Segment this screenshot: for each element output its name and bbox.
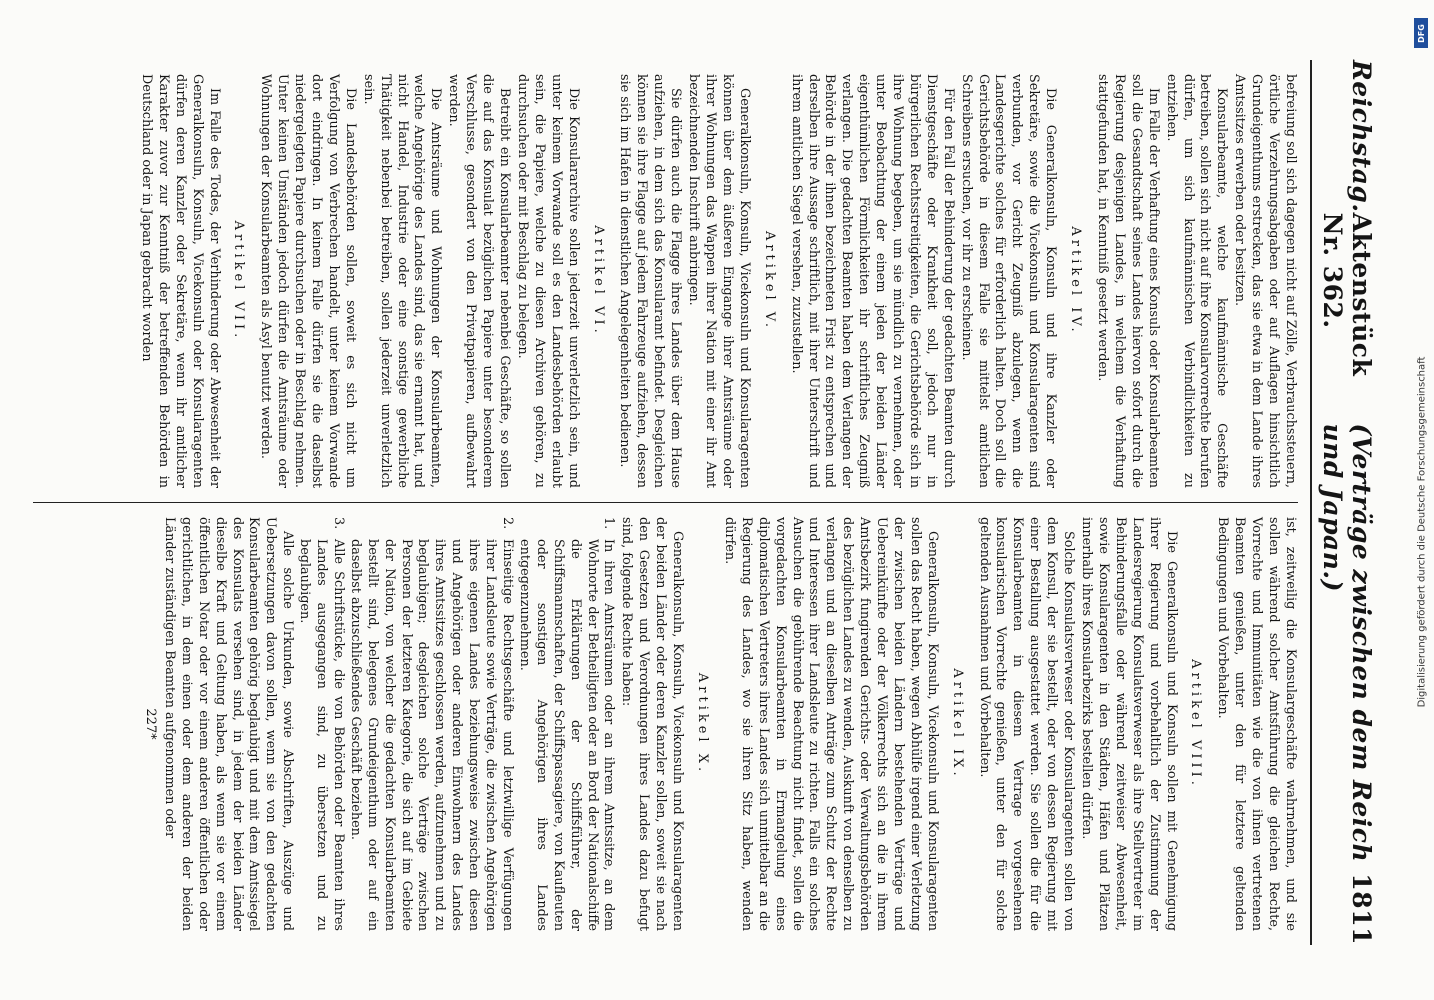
paragraph: Konsularbeamte, welche kaufmännische Geschäfte betreiben, sollen sich nicht auf ihre Konsularvorrechte berufen dürfen, um sich kaufmännischen Verbindlichkeiten zu entziehen. — [1163, 74, 1230, 488]
paragraph: Generalkonsuln, Konsuln, Vicekonsuln und Konsularagenten können über dem äußeren Eingange ihrer Amtsräume oder ihrer Wohnungen das Wappen ihrer Nation mit einer ihr Amt bezeichnenden Inschrift anbringen. — [686, 74, 752, 488]
paragraph: Betreibt ein Konsularbeamter nebenbei Geschäfte, so sollen die auf das Konsulat bezüglichen Papiere unter besonderem Verschlusse, gesondert von den Privatpapieren, aufbewahrt werden. — [446, 74, 513, 488]
paragraph: Für den Fall der Behinderung der gedachten Beamten durch Dienstgeschäfte oder Krankheit soll, jedoch nur in bürgerlichen Rechtsstreitigkeiten, die Gerichtsbehörde sich in ihre Wohnung begeben, um sie mündlich zu vernehmen, oder unter Beobachtung der einem jeden der beiden Länder eigenthümlichen Förmlichkeiten ihr schriftliches Zeugniß verlangen. Die gedachten Beamten haben dem Verlangen der Behörde in der ihnen bezeichneten Frist zu entsprechen und derselben ihre Aussage schriftlich, mit ihrer Unterschrift und ihrem amtlichen Siegel versehen, zuzustellen. — [788, 74, 956, 488]
list-item-text: Alle Schriftstücke, die von Behörden oder Beamten ihres Landes ausgegangen sind, zu übersetzen und zu beglaubigen. — [297, 539, 346, 931]
digitization-note — [1414, 12, 1430, 988]
paragraph: Generalkonsuln, Konsuln, Vicekonsuln und Konsularagenten der beiden Länder oder deren Kanzler sollen, soweit sie nach den Gesetzen und Verordnungen ihres Landes dazu befugt sind, folgende Rechte haben: — [619, 517, 686, 931]
list-item-text: In ihren Amtsräumen oder an ihrem Amtssitze, an dem Wohnorte der Betheiligten oder an Bord der Nationalschiffe die Erklärungen der Schiffsführer, der Schiffsmannschaften, der Schiffspassagiere, von Kaufleuten oder sonstigen Angehörigen ihres Landes entgegenzunehmen. — [516, 539, 617, 931]
header-title: (Verträge zwischen dem Reich und Japan.) — [1318, 423, 1376, 863]
article-heading: Artikel V. — [761, 230, 777, 332]
paragraph: Sie dürfen auch die Flagge ihres Landes über dem Hause aufziehen, in dem sich das Konsularamt befindet. Desgleichen können sie ihre Flagge auf jedem Fahrzeuge aufziehen, dessen sie sich im Hafen in dienstlichen Angelegenheiten bedienen. — [617, 74, 684, 488]
page-header — [1310, 60, 1376, 945]
paragraph: Die Landesbehörden sollen, soweit es sich nicht um Verfolgung von Verbrechen handelt, unter keinem Vorwande dort eindringen. In keinem Falle dürfen sie die daselbst niedergelegten Papiere durchsuchen oder in Beschlag nehmen. Unter keinen Umständen jedoch dürfen die Amtsräume oder Wohnungen der Konsularbeamten als Asyl benutzt werden. — [258, 74, 358, 488]
list-item-text: Einseitige Rechtsgeschäfte und letztwillige Verfügungen ihrer Landsleute sowie Verträge, die zwischen Angehörigen ihres eigenen Landes beziehungsweise zwischen diesen und Angehörigen oder anderen Einwohnern des Landes ihres Amtssitzes geschlossen werden, aufzunehmen und zu beglaubigen; desgleichen solche Verträge zwischen Personen der letzteren Kategorie, die sich auf im Gebiete der Nation, von welcher die gedachten Konsularbeamten bestellt sind, belegenes Grundeigenthum oder auf ein daselbst abzuschließendes Geschäft beziehen. — [347, 539, 516, 931]
paragraph: Solche Konsulatsverweser oder Konsularagenten sollen von dem Konsul, der sie bestellt, oder von dessen Regierung mit einer Bestallung ausgestattet werden. Sie sollen die für die Konsularbeamten in diesem Vertrage vorgesehenen konsularischen Vorrechte genießen, unter den für solche geltenden Ausnahmen und Vorbehalten. — [976, 517, 1077, 931]
paragraph: Die Generalkonsuln und Konsuln sollen mit Genehmigung ihrer Regierung und vorbehaltlich der Zustimmung der Landesregierung Konsulatsverweser als ihre Stellvertreter im Behinderungsfalle oder während zeitweiser Abwesenheit, sowie Konsularagenten in den Städten, Häfen und Plätzen innerhalb ihres Konsularbezirks bestellen dürfen. — [1079, 517, 1179, 931]
paragraph: Die Konsulararchive sollen jederzeit unverletzlich sein, und unter keinem Vorwande soll es den Landesbehörden erlaubt sein, die Papiere, welche zu diesen Archiven gehören, zu durchsuchen oder mit Beschlag zu belegen. — [514, 74, 581, 488]
list-item-number: 2. — [500, 517, 516, 530]
right-column — [33, 502, 1298, 945]
paragraph: befreiung soll sich dagegen nicht auf Zölle, Verbrauchssteuern, örtliche Verzehrungsabgaben oder auf Auflagen hinsichtlich Grundeigenthums erstrecken, das sie etwa in dem Lande ihres Amtssitzes erwerben oder besitzen. — [1232, 74, 1298, 488]
paragraph: Generalkonsuln, Konsuln, Vicekonsuln und Konsularagenten sollen das Recht haben, wegen Abhülfe irgend einer Verletzung der zwischen beiden Ländern bestehenden Verträge und Uebereinkünfte oder der Völkerrechts sich an die in ihrem Amtsbezirk fungirenden Gerichts- oder Verwaltungsbehörden des bezüglichen Landes zu wenden, Auskunft von denselben zu verlangen und an dieselben Anträge zum Schutz der Rechte und Interessen ihrer Landsleute zu richten. Falls ein solches Ansuchen die gebührende Beachtung nicht findet, sollen die vorgedachten Konsularbeamten in Ermangelung eines diplomatischen Vertreters ihres Landes sich unmittelbar an die Regierung des Landes, wo sie ihren Sitz haben, wenden dürfen. — [721, 517, 940, 931]
list-item — [515, 517, 616, 931]
article-heading: Artikel IX. — [949, 668, 965, 780]
signature-mark: 227* — [143, 708, 158, 740]
paragraph: Im Falle des Todes, der Verhinderung oder Abwesenheit der Generalkonsuln, Konsuln, Vicekonsuln oder Konsularagenten dürfen deren Kanzler oder Sekretäre, wenn ihr amtlicher Karakter zuvor zur Kenntniß der betreffenden Behörden in Deutschland oder in Japan gebracht worden — [138, 74, 222, 488]
dfg-logo-text: DFG — [1416, 23, 1426, 43]
header-document-number: Aktenstück Nr. 362. — [1318, 212, 1376, 377]
digitization-credit: Digitalisierung gefördert durch die Deutsche Forschungsgemeinschaft — [1416, 356, 1428, 708]
page-number: 1811 — [1347, 873, 1376, 945]
dfg-logo — [1414, 18, 1428, 48]
text-columns — [33, 60, 1298, 945]
paragraph: Die Generalkonsuln, Konsuln und ihre Kanzler oder Sekretäre, sowie die Vicekonsuln und Konsularagenten sind verbunden, vor Gericht Zeugniß abzulegen, wenn die Landesgerichte solches für erforderlich halten. Doch soll die Gerichtsbehörde in diesem Falle sie mittelst amtlichen Schreibens ersuchen, vor ihr zu erscheinen. — [958, 74, 1059, 488]
list-item — [295, 517, 346, 931]
paragraph: Die Amtsräume und Wohnungen der Konsularbeamten, welche Angehörige des Landes sind, das sie ernannt hat, und nicht Handel, Industrie oder eine sonstige gewerbliche Thätigkeit nebenbei betreiben, sollen jederzeit unverletzlich sein. — [360, 74, 444, 488]
article-heading: Artikel VIII. — [1188, 659, 1204, 789]
paragraph: Alle solche Urkunden, sowie Abschriften, Auszüge und Uebersetzungen davon sollen, wenn sie von den gedachten Konsularbeamten gehörig beglaubigt und mit dem Amtssiegel des Konsulats versehen sind, in jedem der beiden Länder dieselbe Kraft und Geltung haben, als wenn sie vor einem öffentlichen Notar oder vor einem anderen öffentlichen oder gerichtlichen, in dem einen oder dem anderen der beiden Länder zuständigen Beamten aufgenommen oder — [161, 517, 296, 931]
list-item-number: 3. — [330, 517, 346, 530]
article-heading: Artikel IV. — [1068, 226, 1084, 336]
article-heading: Artikel X. — [695, 672, 710, 776]
left-column — [33, 60, 1298, 502]
list-item-number: 1. — [601, 517, 617, 530]
paragraph: ist, zeitweilig die Konsulargeschäfte wahrnehmen, und sie sollen während solcher Amtsführung die gleichen Rechte, Vorrechte und Immunitäten wie die von ihnen vertretenen Beamten genießen, unter den für letztere geltenden Bedingungen und Vorbehalten. — [1215, 517, 1298, 931]
article-heading: Artikel VII. — [231, 220, 247, 342]
list-item — [346, 517, 515, 931]
header-reichstag: Reichstag. — [1347, 60, 1376, 213]
paragraph: Im Falle der Verhaftung eines Konsuls oder Konsularbeamten soll die Gesandtschaft seines Landes hiervon sofort durch die Regierung desjenigen Landes, in welchem die Verhaftung stattgefunden hat, in Kenntniß gesetzt werden. — [1095, 74, 1161, 488]
article-heading: Artikel VI. — [590, 225, 606, 337]
